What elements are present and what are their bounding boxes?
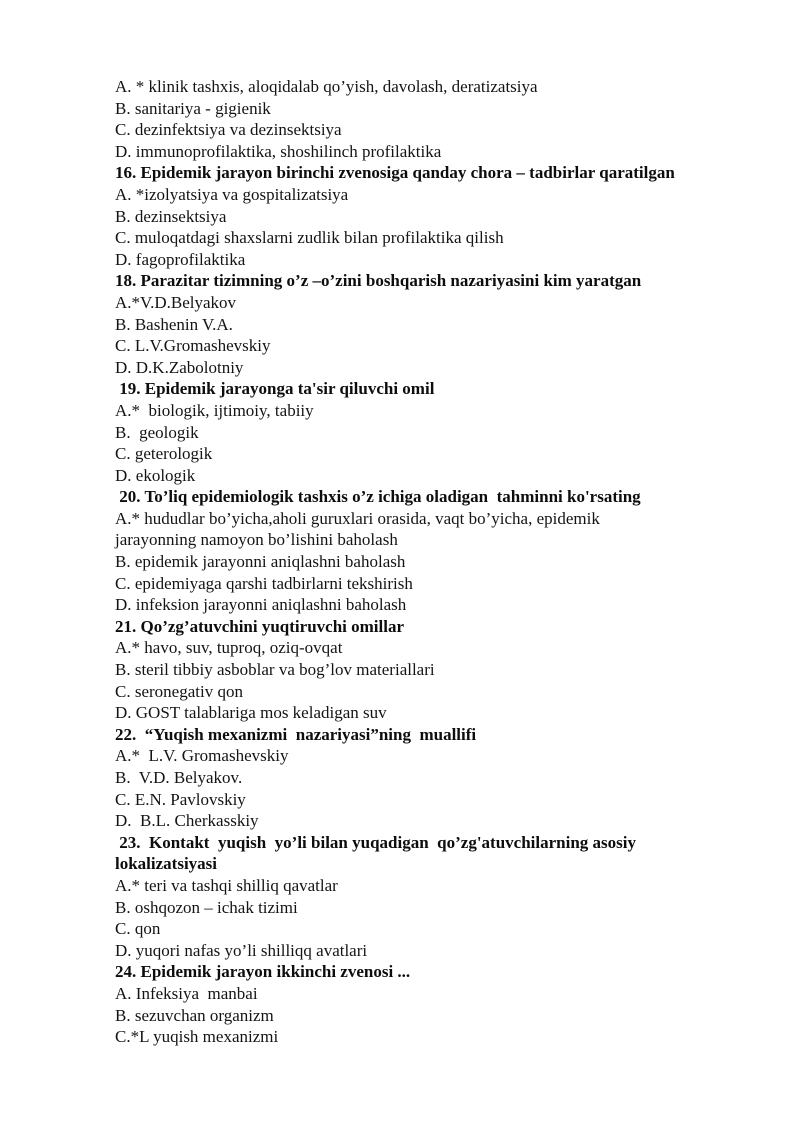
answer-option: B. sezuvchan organizm [115,1005,274,1025]
answer-option: D. B.L. Cherkasskiy [115,811,259,831]
answer-option: A.* havo, suv, tuproq, oziq-ovqat [115,638,343,658]
answer-option: D. fagoprofilaktika [115,249,246,269]
answer-option: B. Bashenin V.A. [115,314,233,334]
question-21: 21. Qo’zg’atuvchini yuqtiruvchi omillar [115,616,404,636]
answer-option: A.* L.V. Gromashevskiy [115,746,289,766]
answer-option: C. E.N. Pavlovskiy [115,789,246,809]
answer-option: B. oshqozon – ichak tizimi [115,897,298,917]
answer-option: B. epidemik jarayonni aniqlashni baholash [115,552,406,572]
question-16: 16. Epidemik jarayon birinchi zvenosiga qanday chora – tadbirlar qaratilgan [115,163,675,183]
answer-option: B. geologik [115,422,199,442]
answer-option: A.* teri va tashqi shilliq qavatlar [115,875,338,895]
question-19: 19. Epidemik jarayonga ta'sir qiluvchi omil [115,379,435,399]
answer-option: C. muloqatdagi shaxslarni zudlik bilan profilaktika qilish [115,228,504,248]
question-23-continuation: lokalizatsiyasi [115,854,218,874]
answer-option-continuation: jarayonning namoyon bo’lishini baholash [115,530,398,550]
answer-option: D. D.K.Zabolotniy [115,357,244,377]
answer-option: A. * klinik tashxis, aloqidalab qo’yish, davolash, deratizatsiya [115,77,538,96]
answer-option: D. yuqori nafas yo’li shilliqq avatlari [115,940,368,960]
answer-option: C. epidemiyaga qarshi tadbirlarni tekshirish [115,573,413,593]
question-22: 22. “Yuqish mexanizmi nazariyasi”ning muallifi [115,724,477,744]
answer-option: A.* hududlar bo’yicha,aholi guruxlari orasida, vaqt bo’yicha, epidemik [115,508,600,528]
question-18: 18. Parazitar tizimning o’z –o’zini boshqarish nazariyasini kim yaratgan [115,271,642,291]
document-body [115,76,755,1048]
answer-option: D. GOST talablariga mos keladigan suv [115,703,387,723]
question-20: 20. To’liq epidemiologik tashxis o’z ichiga oladigan tahminni ko'rsating [115,487,641,507]
answer-option: C. geterologik [115,444,213,464]
answer-option: B. V.D. Belyakov. [115,768,243,787]
answer-option: B. steril tibbiy asboblar va bog’lov materiallari [115,660,435,680]
question-24: 24. Epidemik jarayon ikkinchi zvenosi ... [115,962,411,982]
answer-option: D. immunoprofilaktika, shoshilinch profilaktika [115,141,442,161]
answer-option: D. infeksion jarayonni aniqlashni baholash [115,595,407,615]
answer-option: C. qon [115,919,161,939]
answer-option: C. L.V.Gromashevskiy [115,336,271,356]
answer-option: A. Infeksiya manbai [115,983,258,1003]
answer-option: A.*V.D.Belyakov [115,292,237,312]
answer-option: B. dezinsektsiya [115,206,227,226]
answer-option: A. *izolyatsiya va gospitalizatsiya [115,184,349,204]
question-23: 23. Kontakt yuqish yo’li bilan yuqadigan qo’zg'atuvchilarning asosiy [115,832,636,852]
answer-option: C. seronegativ qon [115,681,243,701]
answer-option: A.* biologik, ijtimoiy, tabiiy [115,400,314,420]
answer-option: B. sanitariya - gigienik [115,98,271,118]
answer-option: D. ekologik [115,465,196,485]
answer-option: C.*L yuqish mexanizmi [115,1027,279,1047]
answer-option: C. dezinfektsiya va dezinsektsiya [115,120,342,140]
